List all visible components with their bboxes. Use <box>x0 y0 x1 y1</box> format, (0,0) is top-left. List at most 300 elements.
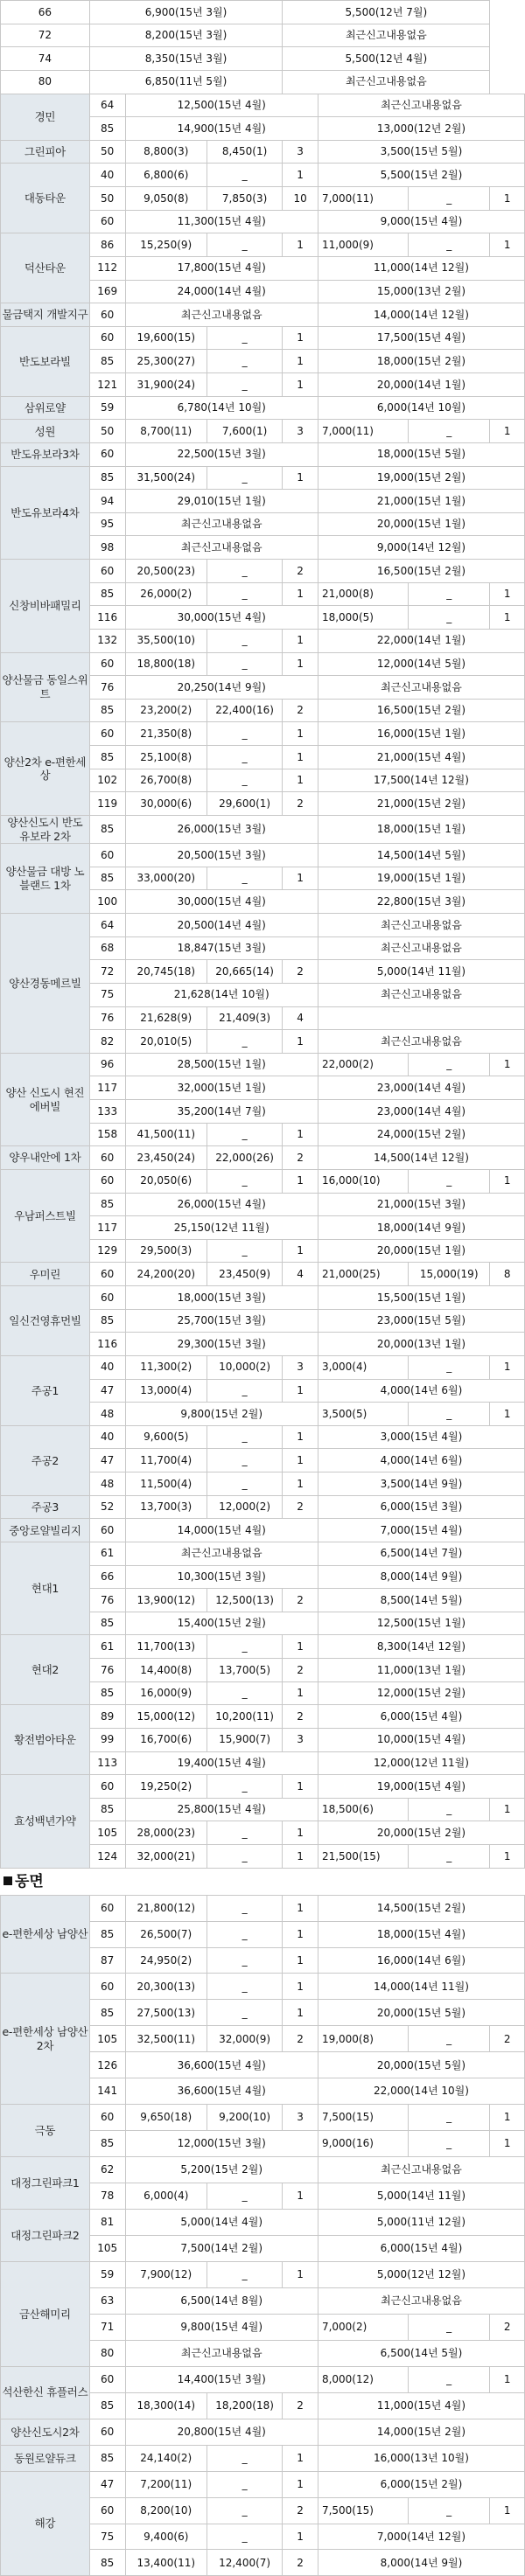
rent-low-cell: _ <box>408 187 489 211</box>
area-cell: 141 <box>89 2078 125 2105</box>
rent-price-cell: 6,000(14년 10월) <box>318 396 524 420</box>
rent-price-cell: 8,000(14년 9월) <box>318 1565 524 1589</box>
rent-high-cell: 7,000(11) <box>318 420 408 443</box>
sale-count-cell: 1 <box>283 867 318 890</box>
table-row <box>1 420 525 443</box>
complex-name: 현대1 <box>1 1542 90 1635</box>
sale-count-cell: 1 <box>283 746 318 769</box>
price-table <box>0 1895 525 2576</box>
complex-name: 우남퍼스트빌 <box>1 1169 90 1263</box>
area-cell: 60 <box>89 1519 125 1542</box>
rent-price-cell: 14,500(15년 2월) <box>318 1895 524 1921</box>
area-cell: 119 <box>89 792 125 816</box>
rent-low-cell: _ <box>408 1169 489 1193</box>
area-cell: 64 <box>89 94 125 117</box>
table-row <box>1 233 525 257</box>
table-row <box>1 652 525 676</box>
sale-low-cell: _ <box>206 1821 282 1845</box>
rent-price-cell: 16,000(13년 10월) <box>318 2445 524 2471</box>
sale-price-cell: 18,000(15년 3월) <box>125 1286 318 1310</box>
sale-low-cell: 22,000(26) <box>206 1146 282 1170</box>
rent-count-cell: 1 <box>490 1845 525 1869</box>
rent-price-cell: 23,000(14년 4월) <box>318 1100 524 1124</box>
area-cell: 85 <box>89 117 125 141</box>
rent-price-cell: 23,000(14년 4월) <box>318 1076 524 1100</box>
area-cell: 121 <box>89 373 125 397</box>
sale-price-cell: 최근신고내용없음 <box>125 536 318 560</box>
sale-price-cell: 35,200(14년 7월) <box>125 1100 318 1124</box>
sale-price-cell: 24,000(14년 4월) <box>125 280 318 303</box>
area-cell: 85 <box>89 1921 125 1947</box>
rent-high-cell: 11,000(9) <box>318 233 408 257</box>
sale-count-cell: 1 <box>283 2261 318 2287</box>
sale-count-cell: 1 <box>283 1895 318 1921</box>
rent-low-cell: _ <box>408 1053 489 1076</box>
rent-high-cell: 7,500(15) <box>318 2105 408 2131</box>
rent-count-cell: 1 <box>490 1053 525 1076</box>
area-cell: 60 <box>89 2105 125 2131</box>
area-cell: 85 <box>89 867 125 890</box>
sale-high-cell: 26,000(2) <box>125 582 206 606</box>
area-cell: 85 <box>89 466 125 490</box>
rent-low-cell: _ <box>408 233 489 257</box>
sale-high-cell: 21,350(8) <box>125 722 206 746</box>
sale-high-cell: 21,628(9) <box>125 1006 206 1030</box>
area-cell: 85 <box>89 1309 125 1333</box>
rent-price-cell: 14,500(14년 12월) <box>318 1146 524 1170</box>
sale-price-cell: 최근신고내용없음 <box>125 512 318 536</box>
sale-low-cell: 21,409(3) <box>206 1006 282 1030</box>
rent-price-cell: 3,000(15년 4월) <box>318 1425 524 1449</box>
rent-low-cell: _ <box>408 1845 489 1869</box>
sale-count-cell: 2 <box>283 792 318 816</box>
sale-price-cell: 29,010(15년 1월) <box>125 490 318 513</box>
sale-count-cell: 1 <box>283 1449 318 1472</box>
area-cell: 112 <box>89 256 125 280</box>
rent-price-cell: 18,000(15년 5월) <box>318 442 524 466</box>
table-row <box>1 47 525 71</box>
sale-low-cell: _ <box>206 350 282 373</box>
table-row <box>1 2261 525 2287</box>
complex-name: 양산물금 동일스위트 <box>1 652 90 722</box>
sale-price-cell: 25,700(15년 3월) <box>125 1309 318 1333</box>
sale-count-cell: 3 <box>283 1355 318 1379</box>
area-cell: 132 <box>89 629 125 652</box>
area-cell: 105 <box>89 2026 125 2052</box>
section-header <box>0 1869 525 1895</box>
sale-low-cell: _ <box>206 629 282 652</box>
rent-price-cell: 5,000(12년 12월) <box>318 2261 524 2287</box>
area-cell: 40 <box>89 1425 125 1449</box>
sale-count-cell: 2 <box>283 2497 318 2524</box>
area-cell: 60 <box>89 652 125 676</box>
table-row <box>1 2419 525 2445</box>
area-cell: 48 <box>89 1403 125 1426</box>
area-cell: 60 <box>89 1895 125 1921</box>
sale-high-cell: 11,500(4) <box>125 1472 206 1496</box>
rent-price-cell: 16,500(15년 2월) <box>318 699 524 722</box>
rent-high-cell: 7,000(2) <box>318 2314 408 2340</box>
sale-high-cell: 33,000(20) <box>125 867 206 890</box>
rent-count-cell: 1 <box>490 420 525 443</box>
rent-price-cell: 17,500(15년 4월) <box>318 326 524 350</box>
sale-price-cell: 26,000(15년 3월) <box>125 815 318 843</box>
sale-price-cell: 7,500(14년 2월) <box>125 2236 318 2262</box>
rent-price-cell: 6,500(14년 7월) <box>318 1542 524 1565</box>
area-cell: 117 <box>89 1216 125 1240</box>
sale-low-cell: _ <box>206 326 282 350</box>
sale-count-cell: 2 <box>283 1659 318 1682</box>
sale-low-cell: 15,900(7) <box>206 1728 282 1751</box>
sale-low-cell: _ <box>206 1239 282 1263</box>
area-cell: 60 <box>89 2366 125 2392</box>
rent-low-cell: _ <box>408 2314 489 2340</box>
area-cell: 76 <box>89 1659 125 1682</box>
sale-high-cell: 24,200(20) <box>125 1263 206 1286</box>
sale-high-cell: 23,450(24) <box>125 1146 206 1170</box>
sale-count-cell: 1 <box>283 1239 318 1263</box>
sale-count-cell: 1 <box>283 2183 318 2210</box>
area-cell: 71 <box>89 2314 125 2340</box>
complex-name: 효성백년가약 <box>1 1775 90 1869</box>
rent-price-cell: 9,000(15년 4월) <box>318 210 524 233</box>
area-cell: 99 <box>89 1728 125 1751</box>
sale-high-cell: 11,300(2) <box>125 1355 206 1379</box>
rent-price-cell: 18,000(15년 2월) <box>318 350 524 373</box>
complex-name: 신창비바패밀리 <box>1 560 90 653</box>
sale-high-cell: 8,700(11) <box>125 420 206 443</box>
table-row <box>1 844 525 867</box>
area-cell: 89 <box>89 1705 125 1729</box>
table-row <box>1 1263 525 1286</box>
area-cell: 66 <box>1 1 90 24</box>
rent-price-cell: 5,500(12년 4월) <box>283 47 490 71</box>
sale-low-cell: 10,000(2) <box>206 1355 282 1379</box>
area-cell: 98 <box>89 536 125 560</box>
complex-name: 일신건영휴먼빌 <box>1 1286 90 1356</box>
sale-low-cell: _ <box>206 722 282 746</box>
sale-price-cell: 21,628(14년 10월) <box>125 983 318 1006</box>
rent-price-cell: 최근신고내용없음 <box>318 94 524 117</box>
rent-high-cell: 18,500(6) <box>318 1798 408 1821</box>
rent-price-cell: 12,000(14년 5월) <box>318 652 524 676</box>
sale-price-cell: 14,400(15년 3월) <box>125 2366 318 2392</box>
sale-count-cell: 2 <box>283 1146 318 1170</box>
sale-low-cell: _ <box>206 233 282 257</box>
rent-count-cell: 1 <box>490 2105 525 2131</box>
sale-price-cell: 25,800(15년 4월) <box>125 1798 318 1821</box>
complex-name: 금산해미리 <box>1 2261 90 2366</box>
sale-high-cell: 20,745(18) <box>125 960 206 984</box>
rent-high-cell: 22,000(2) <box>318 1053 408 1076</box>
rent-price-cell: 최근신고내용없음 <box>318 936 524 960</box>
rent-low-cell: _ <box>408 2131 489 2157</box>
rent-price-cell: 11,000(13년 1월) <box>318 1659 524 1682</box>
area-cell: 100 <box>89 890 125 914</box>
rent-price-cell: 최근신고내용없음 <box>318 2157 524 2183</box>
area-cell: 75 <box>89 983 125 1006</box>
sale-price-cell: 17,800(15년 4월) <box>125 256 318 280</box>
rent-count-cell: 1 <box>490 2366 525 2392</box>
sale-high-cell: 11,700(4) <box>125 1449 206 1472</box>
area-cell: 117 <box>89 1076 125 1100</box>
table-row <box>1 2366 525 2392</box>
sale-count-cell: 1 <box>283 1635 318 1659</box>
area-cell: 80 <box>1 70 90 94</box>
rent-price-cell: 최근신고내용없음 <box>283 70 490 94</box>
table-row <box>1 1705 525 1729</box>
rent-low-cell: _ <box>408 1355 489 1379</box>
sale-low-cell: _ <box>206 1449 282 1472</box>
rent-high-cell: 3,000(4) <box>318 1355 408 1379</box>
table-row <box>1 1542 525 1565</box>
sale-low-cell: _ <box>206 560 282 583</box>
complex-name: 삼위로얄 <box>1 396 90 420</box>
sale-low-cell: _ <box>206 2497 282 2524</box>
rent-price-cell: 20,000(13년 1월) <box>318 1333 524 1356</box>
sale-price-cell: 36,600(15년 4월) <box>125 2078 318 2105</box>
rent-price-cell: 21,000(15년 4월) <box>318 746 524 769</box>
rent-count-cell: 1 <box>490 582 525 606</box>
sale-low-cell: _ <box>206 1775 282 1799</box>
sale-price-cell: 29,300(15년 3월) <box>125 1333 318 1356</box>
complex-name: 황전범아타운 <box>1 1705 90 1775</box>
rent-count-cell: 1 <box>490 606 525 630</box>
sale-low-cell: _ <box>206 769 282 792</box>
sale-count-cell: 1 <box>283 2000 318 2026</box>
area-cell: 60 <box>89 844 125 867</box>
sale-price-cell: 최근신고내용없음 <box>125 1542 318 1565</box>
rent-price-cell: 16,500(15년 2월) <box>318 560 524 583</box>
sale-low-cell: _ <box>206 2000 282 2026</box>
rent-low-cell: _ <box>408 420 489 443</box>
sale-low-cell: 23,450(9) <box>206 1263 282 1286</box>
sale-count-cell: 2 <box>283 960 318 984</box>
area-cell: 47 <box>89 1449 125 1472</box>
area-cell: 50 <box>89 420 125 443</box>
sale-high-cell: 20,050(6) <box>125 1169 206 1193</box>
sale-count-cell: 1 <box>283 629 318 652</box>
rent-price-cell: 5,000(14년 11월) <box>318 2183 524 2210</box>
sale-price-cell: 6,850(11년 5월) <box>89 70 282 94</box>
table-row <box>1 1053 525 1076</box>
area-cell: 85 <box>89 1193 125 1216</box>
rent-high-cell: 21,000(8) <box>318 582 408 606</box>
sale-high-cell: 13,700(3) <box>125 1495 206 1519</box>
area-cell: 48 <box>89 1472 125 1496</box>
rent-price-cell: 최근신고내용없음 <box>318 914 524 937</box>
sale-high-cell: 7,200(11) <box>125 2471 206 2497</box>
rent-count-cell: 8 <box>490 1263 525 1286</box>
area-cell: 50 <box>89 140 125 164</box>
rent-count-cell: 2 <box>490 2314 525 2340</box>
sale-high-cell: 6,000(4) <box>125 2183 206 2210</box>
sale-high-cell: 20,010(5) <box>125 1030 206 1054</box>
sale-low-cell: 7,600(1) <box>206 420 282 443</box>
sale-high-cell: 35,500(10) <box>125 629 206 652</box>
sale-count-cell: 1 <box>283 466 318 490</box>
complex-name: 반도유보라4차 <box>1 466 90 560</box>
sale-count-cell: 1 <box>283 722 318 746</box>
sale-high-cell: 9,600(5) <box>125 1425 206 1449</box>
sale-count-cell: 1 <box>283 1169 318 1193</box>
table-row <box>1 815 525 843</box>
table-row <box>1 70 525 94</box>
sale-price-cell: 5,000(14년 4월) <box>125 2210 318 2236</box>
sale-count-cell: 1 <box>283 233 318 257</box>
table-row <box>1 2210 525 2236</box>
complex-name: 대동타운 <box>1 164 90 233</box>
sale-price-cell: 20,800(15년 4월) <box>125 2419 318 2445</box>
sale-price-cell: 36,600(15년 4월) <box>125 2052 318 2078</box>
sale-price-cell: 28,500(15년 1월) <box>125 1053 318 1076</box>
area-cell: 59 <box>89 2261 125 2287</box>
area-cell: 85 <box>89 2131 125 2157</box>
rent-count-cell: 1 <box>490 1798 525 1821</box>
sale-price-cell: 30,000(15년 4월) <box>125 606 318 630</box>
sale-low-cell: _ <box>206 582 282 606</box>
rent-price-cell: 22,000(14년 1월) <box>318 629 524 652</box>
area-cell: 78 <box>89 2183 125 2210</box>
area-cell: 113 <box>89 1751 125 1775</box>
table-row <box>1 466 525 490</box>
sale-count-cell: 3 <box>283 420 318 443</box>
area-cell: 76 <box>89 676 125 700</box>
rent-low-cell: _ <box>408 582 489 606</box>
sale-price-cell: 26,000(15년 4월) <box>125 1193 318 1216</box>
sale-high-cell: 8,200(10) <box>125 2497 206 2524</box>
sale-low-cell: 10,200(11) <box>206 1705 282 1729</box>
complex-name: 물금택지 개발지구 <box>1 303 90 327</box>
area-cell: 61 <box>89 1635 125 1659</box>
table-row <box>1 1974 525 2000</box>
sale-price-cell: 20,500(15년 3월) <box>125 844 318 867</box>
sale-low-cell: _ <box>206 164 282 187</box>
rent-price-cell: 21,000(15년 2월) <box>318 792 524 816</box>
area-cell: 47 <box>89 1379 125 1403</box>
sale-high-cell: 25,100(8) <box>125 746 206 769</box>
rent-price-cell: 최근신고내용없음 <box>318 1030 524 1054</box>
rent-low-cell: _ <box>408 2497 489 2524</box>
rent-count-cell: 1 <box>490 1169 525 1193</box>
sale-high-cell: 32,500(11) <box>125 2026 206 2052</box>
rent-price-cell: 16,000(15년 1월) <box>318 722 524 746</box>
rent-low-cell: _ <box>408 1403 489 1426</box>
table-row <box>1 326 525 350</box>
rent-price-cell: 5,500(12년 7월) <box>283 1 490 24</box>
sale-count-cell: 1 <box>283 1425 318 1449</box>
table-row <box>1 303 525 327</box>
sale-low-cell: _ <box>206 373 282 397</box>
sale-low-cell: _ <box>206 466 282 490</box>
sale-price-cell: 6,500(14년 8월) <box>125 2287 318 2314</box>
complex-name: 양산 신도시 현진에버빌 <box>1 1053 90 1146</box>
sale-count-cell: 1 <box>283 769 318 792</box>
sale-count-cell: 2 <box>283 2550 318 2576</box>
rent-count-cell: 2 <box>490 2026 525 2052</box>
sale-count-cell: 1 <box>283 652 318 676</box>
table-row <box>1 1495 525 1519</box>
rent-high-cell: 18,000(5) <box>318 606 408 630</box>
rent-price-cell: 21,000(15년 3월) <box>318 1193 524 1216</box>
rent-high-cell: 16,000(10) <box>318 1169 408 1193</box>
sale-count-cell: 1 <box>283 1472 318 1496</box>
area-cell: 60 <box>89 722 125 746</box>
sale-high-cell: 9,650(18) <box>125 2105 206 2131</box>
rent-price-cell: 18,000(15년 4월) <box>318 1921 524 1947</box>
table-row <box>1 1 525 24</box>
sale-price-cell: 10,300(15년 3월) <box>125 1565 318 1589</box>
area-cell: 40 <box>89 1355 125 1379</box>
area-cell: 169 <box>89 280 125 303</box>
sale-low-cell: _ <box>206 1123 282 1146</box>
rent-price-cell: 최근신고내용없음 <box>318 2287 524 2314</box>
rent-high-cell: 8,000(12) <box>318 2366 408 2392</box>
sale-low-cell: _ <box>206 1635 282 1659</box>
rent-price-cell: 23,000(15년 5월) <box>318 1309 524 1333</box>
sale-count-cell: 2 <box>283 1495 318 1519</box>
sale-count-cell: 2 <box>283 2392 318 2419</box>
sale-high-cell: 18,300(14) <box>125 2392 206 2419</box>
rent-price-cell: 최근신고내용없음 <box>318 676 524 700</box>
complex-name: 해강 <box>1 2471 90 2576</box>
sale-high-cell: 24,950(2) <box>125 1947 206 1974</box>
rent-price-cell: 6,000(15년 3월) <box>318 1495 524 1519</box>
area-cell: 85 <box>89 815 125 843</box>
sale-high-cell: 15,000(12) <box>125 1705 206 1729</box>
sale-low-cell: 20,665(14) <box>206 960 282 984</box>
table-row <box>1 2105 525 2131</box>
rent-price-cell: 3,500(15년 5월) <box>318 140 524 164</box>
sale-price-cell: 19,400(15년 4월) <box>125 1751 318 1775</box>
area-cell: 60 <box>89 442 125 466</box>
sale-low-cell: 7,850(3) <box>206 187 282 211</box>
sale-high-cell: 13,400(11) <box>125 2550 206 2576</box>
sale-low-cell: _ <box>206 1974 282 2000</box>
sale-low-cell: _ <box>206 1379 282 1403</box>
rent-low-cell: 15,000(19) <box>408 1263 489 1286</box>
area-cell: 85 <box>89 1798 125 1821</box>
table-row <box>1 1355 525 1379</box>
rent-price-cell: 최근신고내용없음 <box>318 983 524 1006</box>
sale-high-cell: 6,800(6) <box>125 164 206 187</box>
area-cell: 52 <box>89 1495 125 1519</box>
sale-count-cell: 3 <box>283 1728 318 1751</box>
area-cell: 126 <box>89 2052 125 2078</box>
complex-name: 주공1 <box>1 1355 90 1425</box>
table-row <box>1 1895 525 1921</box>
sale-low-cell: _ <box>206 2183 282 2210</box>
table-row <box>1 1169 525 1193</box>
area-cell: 81 <box>89 2210 125 2236</box>
complex-name: 양산신도시2차 <box>1 2419 90 2445</box>
table-row <box>1 164 525 187</box>
sale-high-cell: 13,000(4) <box>125 1379 206 1403</box>
sale-low-cell: _ <box>206 2261 282 2287</box>
sale-high-cell: 23,200(2) <box>125 699 206 722</box>
rent-price-cell: 8,000(14년 9월) <box>318 2550 524 2576</box>
area-cell: 85 <box>89 2000 125 2026</box>
area-cell: 85 <box>89 2550 125 2576</box>
sale-count-cell: 1 <box>283 326 318 350</box>
rent-price-cell: 14,500(14년 5월) <box>318 844 524 867</box>
sale-high-cell: 8,800(3) <box>125 140 206 164</box>
area-cell: 85 <box>89 746 125 769</box>
complex-name: 양산경동메르빌 <box>1 914 90 1054</box>
area-cell: 60 <box>89 560 125 583</box>
area-cell: 85 <box>89 699 125 722</box>
area-cell: 60 <box>89 326 125 350</box>
